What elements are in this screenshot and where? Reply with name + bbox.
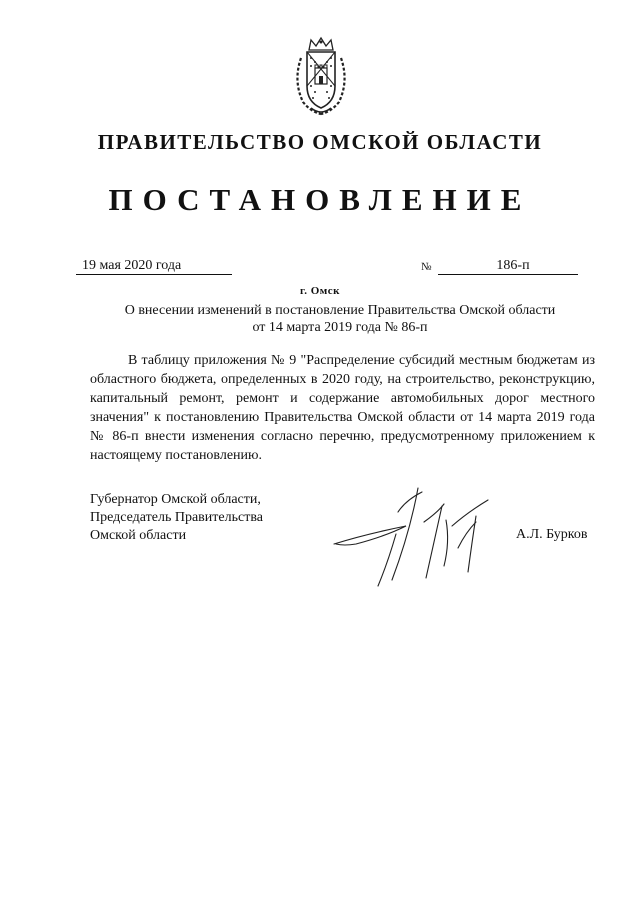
document-date: 19 мая 2020 года (76, 258, 232, 275)
subject-line: О внесении изменений в постановление Правительства Омской области (124, 303, 556, 318)
document-type-title: ПОСТАНОВЛЕНИЕ (108, 182, 532, 217)
government-title: ПРАВИТЕЛЬСТВО ОМСКОЙ ОБЛАСТИ (97, 130, 543, 154)
document-subject (90, 302, 590, 336)
number-label: № (421, 261, 432, 273)
handwritten-signature (326, 482, 506, 592)
signer-name: А.Л. Бурков (516, 527, 588, 542)
signatory-title-line: Председатель Правительства (90, 510, 263, 525)
coat-of-arms-emblem (289, 36, 353, 118)
signatory-title-line: Омской области (90, 528, 187, 543)
subject-line: от 14 марта 2019 года № 86-п (252, 320, 428, 335)
body-paragraph: В таблицу приложения № 9 "Распределение субсидий местным бюджетам из областного бюджета, определенных в 2020 году, на строительство, реконструкцию, капитальный ремонт, ремонт и содержание автомобильных дорог местного значения" к постановлению Правительства Омской области от 14 марта 2019 года № 86-п внести изменения согласно перечню, предусмотренному приложением к настоящему постановлению. (90, 353, 595, 463)
signatory-title (90, 491, 263, 545)
document-number: 186-п (438, 258, 578, 275)
city-label: г. Омск (299, 285, 341, 297)
signatory-title-line: Губернатор Омской области, (90, 492, 261, 507)
